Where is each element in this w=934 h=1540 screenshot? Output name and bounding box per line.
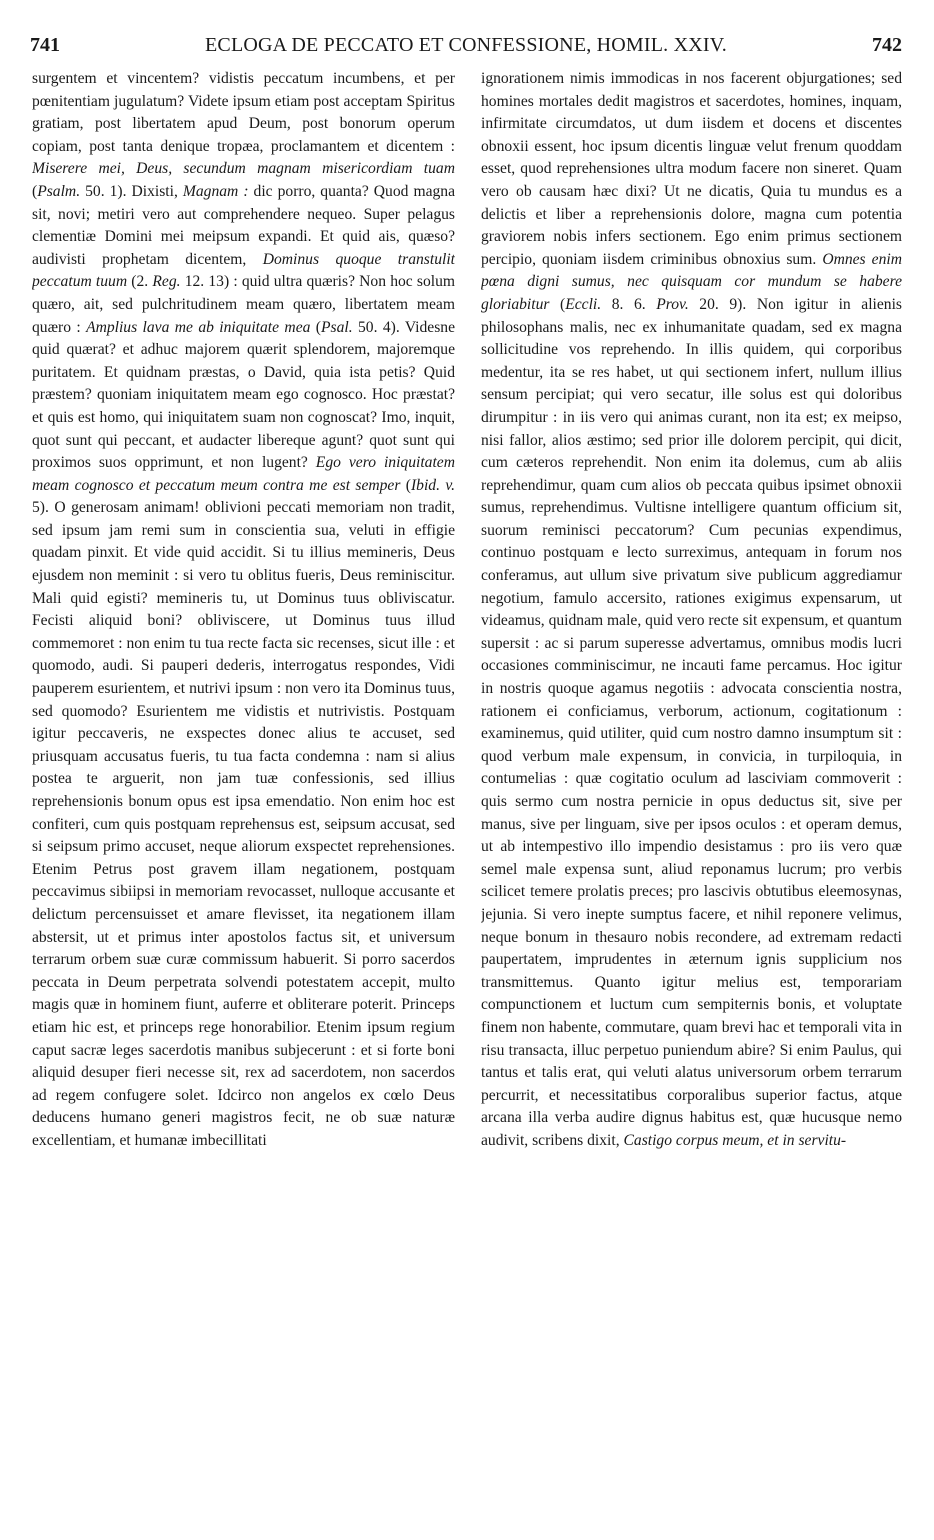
text-run: 20. 9). Non igitur in alienis philosophans malis, nec ex inhumanitate quadam, sed ex magna sollicitudine vos reprehendo. In illis quidem, qui corporibus medentur, ita se res habet, ut qui sectionem infert, nullum illius sensum percipiat; qui vero secatur, ille solus est qui doloribus dirumpitur : in iis vero qui animas curant, non ita est; ex meipso, nisi fallor, alios æstimo; sed prior ille dolorem percipit, qui dicit, cum cæteros reprehendit. Non enim ita dolemus, cum ab aliis reprehendimur, quam cum alios ob peccata quibus ipsimet obnoxii sumus, reprehendimus. Vultisne intelligere quantum officium sit, suorum reminisci peccatorum? Cum pecunias expendimus, continuo postquam e lecto surreximus, antequam in forum nos conferamus, aut ullum sive privatum sive publicum aggrediamur negotium, famulo accersito, rationes exigimus expensarum, ut videamus, quidnam male, quid vero recte sit expensum, et quantum supersit : ac si parum superesse advertamus, omnibus modis lucri occasiones comminiscimur, ne incauti fame percamus. Hoc igitur in nostris quoque agamus negotiis : advocata conscientia nostra, rationem ei conficiamus, verborum, actionum, cogitationum : examinemus, quid utiliter, quid cum nostro damno insumptum sit : quod verbum male expensum, in convicia, in turpiloquia, in contumelias : quæ cogitatio oculum ad lasciviam commoverit : quis sermo cum nostra pernicie in opus deductus sit, sive per manus, sive per linguam, sive per ipsos oculos : et operam demus, ut ab intempestivo illo impendio desistamus : pro iis vero quæ semel male expensa sunt, aliud reponamus lucrum; pro verbis scilicet temere prolatis preces; pro lascivis obtutibus eleemosynas, jejunia. Si vero inepte sumptus facere, et nihil reponere velimus, neque bonum in thesauro nobis recondere, ad extremam redacti paupertatem, imprudentes in æternum ignis supplicium nos transmittemus. Quanto igitur melius est, temporariam compunctionem et luctum cum sempiternis bonis, et voluptate finem non habente, commutare, quam brevi hac et temporali vita in risu transacta, illuc perpetuo puniendum abire? Si enim Paulus, qui tantus et talis erat, qui veluti alatus universorum orbem terrarum percurrit, et necessitatibus corporalibus superior factus, atque arcana illa verba audire dignus habitus est, quæ hucusque nemo audivit, scribens dixit, <box>481 295 902 1149</box>
left-column <box>32 68 455 1530</box>
page-header <box>30 34 902 60</box>
text-run: ( <box>400 476 411 494</box>
text-run: Eccli. <box>565 295 602 313</box>
text-run: Magnam : <box>182 182 249 200</box>
text-run: Ibid. v. <box>410 476 455 494</box>
text-run: Omnes enim pœna digni sumus, nec quisquam cor mundum se habere gloriabitur <box>481 250 902 313</box>
text-run: Reg. <box>152 273 181 291</box>
text-run: surgentem et vincentem? vidistis peccatum incumbens, et per pœnitentiam jugulatum? Videte ipsum etiam post acceptam Spiritus gratiam, post libertatem apud Deum, post bonorum operum copiam, post tanta denique tropæa, proclamantem et dicentem : <box>32 70 455 155</box>
text-run: dic porro, quanta? Quod magna sit, novi; metiri vero aut comprehendere nequeo. Super pelagus clementiæ Domini mei meipsum expandi. Et quid ais, quæso? audivisti prophetam dicentem, <box>32 182 455 268</box>
running-title: ECLOGA DE PECCATO ET CONFESSIONE, HOMIL. XXIV. <box>204 34 727 56</box>
right-column <box>481 68 902 1530</box>
text-run: Psal. <box>321 318 353 336</box>
page-number-left: 741 <box>30 34 60 56</box>
text-run: Amplius lava me ab iniquitate mea <box>86 318 311 336</box>
text-run: 50. 1). Dixisti, <box>80 182 183 200</box>
text-run: 50. 4). Videsne quid quærat? et adhuc majorem quærit splendorem, majoremque puritatem. Et quidnam præstas, o David, quia ista petis? Quid præstem? quoniam iniquitatem meam ego cognosco. Hoc præstat? et quis est homo, qui iniquitatem suam non cognoscat? Imo, inquit, quot sunt qui peccant, et audacter libereque agunt? quot sunt qui proximos suos opprimunt, et non lugent? <box>32 318 455 472</box>
text-run: ( <box>549 295 566 313</box>
left-column-text <box>32 68 455 1153</box>
right-column-text <box>481 68 902 1153</box>
text-run: Miserere mei, Deus, secundum magnam misericordiam tuam <box>32 160 455 178</box>
text-run: (2. <box>127 273 153 291</box>
text-run: 5). O generosam animam! oblivioni peccati memoriam non tradit, sed ipsum jam remi sum in conscientia sua, veluti in effigie quadam pinxit. Et vide quid accidit. Si tu illius memineris, Deus ejusdem non meminit : si vero tu oblitus fueris, Deus reminiscitur. Mali quid egisti? memineris tu, ut Dominus tuus obliviscatur. Fecisti aliquid boni? obliviscere, ut Dominus tuus illud commemoret : non enim tu tua recte facta sic recenses, sicut ille : et quomodo, audi. Si pauperi dederis, interrogatus respondes, Vidi pauperem esurientem, et nutrivi ipsum : non vero ita Dominus tuus, sed quomodo? Esurientem me vidistis et nutrivistis. Postquam igitur peccaveris, ne exspectes donec alius te accuset, sed priusquam accusatus fueris, tu tua facta condemna : nam si alius postea te arguerit, non jam tuæ confessionis, sed illius reprehensionis bonum opus est ipsa emendatio. Non enim hoc est confiteri, cum quis postquam reprehensus est, seipsum accusat, sed si seipsum primo accuset, neque aliorum exspectet reprehensiones. Etenim Petrus post gravem illam negationem, postquam peccavimus sibiipsi in memoriam revocasset, nulloque accusante et delictum percensuisset et amare flevisset, ita negationem illam abstersit, ut et primus inter apostolos factus sit, et universum terrarum orbem suæ curæ commissum habuerit. Si porro sacerdos peccata in Deum perpetrata solvendi potestatem accepit, multo magis quæ in hominem fiunt, auferre et obliterare poterit. Princeps etiam hic est, et princeps rege honorabilior. Etenim ipsum regium caput sacræ leges sacerdotis manibus subjecerunt : et si forte boni aliquid desuper fieri necesse sit, rex ad sacerdotem, non sacerdos ad regem confugere solet. Idcirco non angelos ex cœlo Deus deducens humano generi magistros fecit, ne ob suæ naturæ excellentiam, et humanæ imbecillitati <box>32 499 455 1149</box>
text-run: ignorationem nimis immodicas in nos facerent objurgationes; sed homines mortales dedit magistros et sacerdotes, homines, inquam, infirmitate circumdatos, ut dum iisdem et docens et discentes obnoxii essent, hoc ipsum dicentis linguæ velut frenum quoddam esset, quod reprehensiones ultra modum facere non sineret. Quam vero ob causam hæc dixi? Ut ne dicatis, Quia tu mundus es a delictis et liber a reprehensionis dolore, magna cum potentia graviorem nobis infers sectionem. Ego enim primus sectionem percipio, quoniam iisdem criminibus obnoxius sum. <box>481 70 902 268</box>
text-run: Psalm. <box>37 182 81 200</box>
text-run: Castigo corpus meum, et in servitu- <box>623 1131 847 1149</box>
text-run: ( <box>32 182 38 200</box>
text-run: 8. 6. <box>601 295 657 313</box>
text-run: ( <box>310 318 321 336</box>
page-number-right: 742 <box>872 34 902 56</box>
text-run: Dominus quoque transtulit peccatum tuum <box>32 250 455 291</box>
text-run: 12. 13) : quid ultra quæris? Non hoc solum quæro, ait, sed pulchritudinem meam quæro, libertatem meam quæro : <box>32 273 455 336</box>
text-run: Prov. <box>656 295 689 313</box>
text-run: Ego vero iniquitatem meam cognosco et peccatum meum contra me est semper <box>32 454 455 494</box>
